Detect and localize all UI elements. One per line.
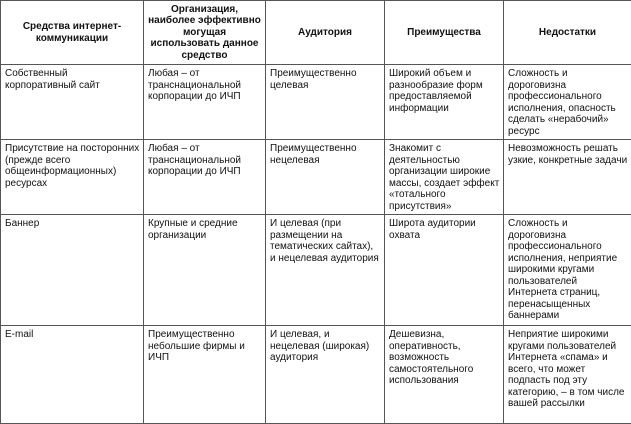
- cell-disadvantages: Сложность и дороговизна профессионального исполнения, опасность сделать «нерабочий» ресурс: [504, 65, 631, 140]
- cell-advantages: Широта аудитории охвата: [385, 215, 504, 326]
- cell-advantages: Знакомит с деятельностью организации широкие массы, создает эффект «тотального присутствия»: [385, 140, 504, 215]
- table-row: [1, 140, 631, 215]
- table-row: [1, 65, 631, 140]
- cell-advantages: Дешевизна, оперативность, возможность самостоятельного использования: [385, 326, 504, 424]
- cell-advantages: Широкий объем и разнообразие форм предоставляемой информации: [385, 65, 504, 140]
- cell-audience: Преимущественно целевая: [266, 65, 385, 140]
- cell-tool: Присутствие на посторонних (прежде всего общеинформационных) ресурсах: [1, 140, 144, 215]
- header-disadvantages: Недостатки: [504, 1, 631, 65]
- header-audience: Аудитория: [266, 1, 385, 65]
- cell-organization: Любая – от транснациональной корпорации до ИЧП: [144, 140, 266, 215]
- cell-organization: Крупные и средние организации: [144, 215, 266, 326]
- cell-disadvantages: Сложность и дороговизна профессионального исполнения, неприятие широкими кругами пользователей Интернета страниц, перенасыщенных баннерами: [504, 215, 631, 326]
- cell-audience: И целевая, и нецелевая (широкая) аудитория: [266, 326, 385, 424]
- table-row: [1, 215, 631, 326]
- cell-tool: Баннер: [1, 215, 144, 326]
- cell-audience: И целевая (при размещении на тематических сайтах), и нецелевая аудитория: [266, 215, 385, 326]
- table-header-row: [1, 1, 631, 65]
- cell-tool: E-mail: [1, 326, 144, 424]
- header-organization: Организация, наиболее эффективно могущая использовать данное средство: [144, 1, 266, 65]
- cell-organization: Любая – от транснациональной корпорации до ИЧП: [144, 65, 266, 140]
- cell-audience: Преимущественно нецелевая: [266, 140, 385, 215]
- cell-disadvantages: Неприятие широкими кругами пользователей Интернета «спама» и всего, что может подпасть под эту категорию, – в том числе вашей рассылки: [504, 326, 631, 424]
- header-advantages: Преимущества: [385, 1, 504, 65]
- cell-tool: Собственный корпоративный сайт: [1, 65, 144, 140]
- header-tools: Средства интернет-коммуникации: [1, 1, 144, 65]
- table-row: [1, 326, 631, 424]
- cell-disadvantages: Невозможность решать узкие, конкретные задачи: [504, 140, 631, 215]
- cell-organization: Преимущественно небольшие фирмы и ИЧП: [144, 326, 266, 424]
